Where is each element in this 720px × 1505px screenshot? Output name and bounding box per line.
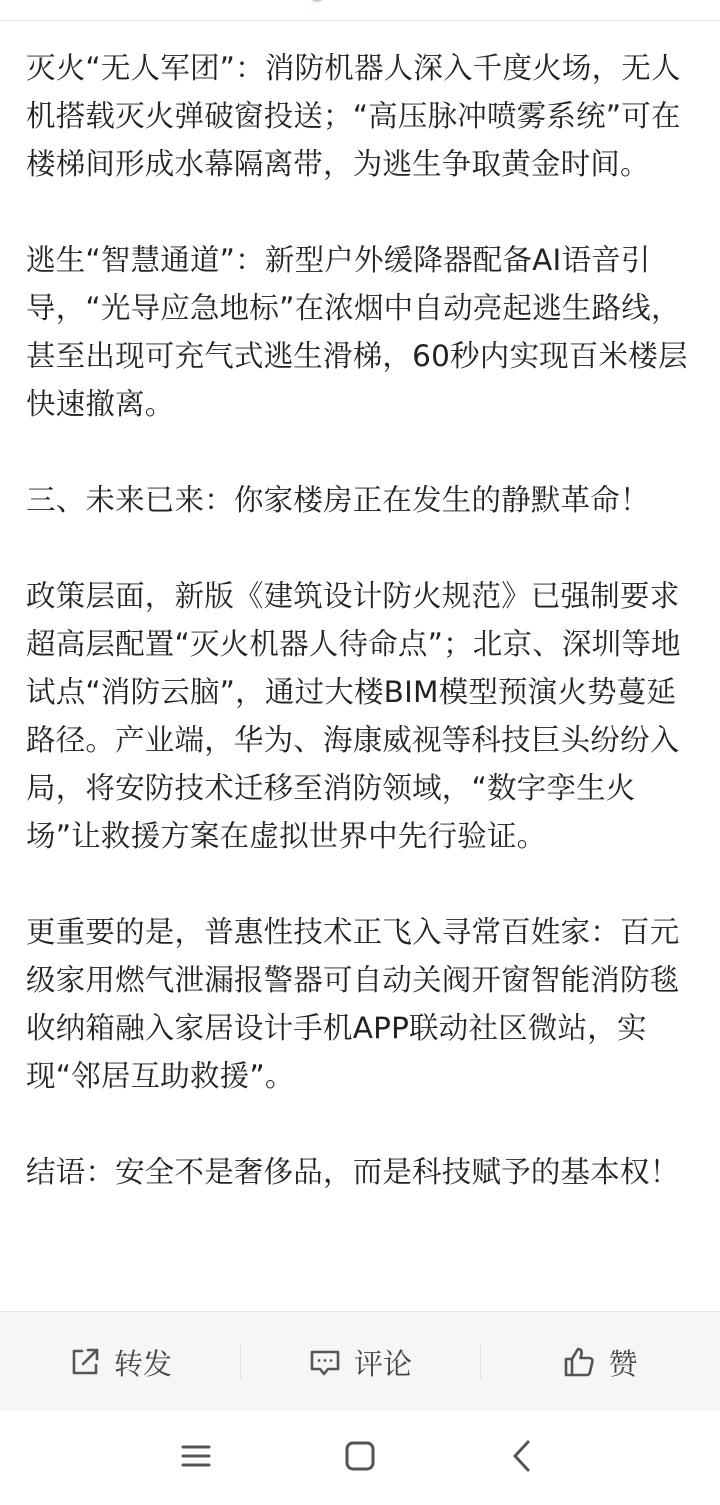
section-heading-future: 三、未来已来：你家楼房正在发生的静默革命！ bbox=[26, 483, 650, 517]
like-button[interactable] bbox=[480, 1312, 720, 1412]
share-icon bbox=[68, 1345, 102, 1379]
article-body bbox=[26, 44, 702, 1244]
comment-button[interactable] bbox=[240, 1312, 480, 1412]
like-label: 赞 bbox=[608, 1346, 638, 1381]
home-icon bbox=[344, 1440, 376, 1476]
system-navigation-bar bbox=[0, 1411, 720, 1505]
comment-icon bbox=[308, 1345, 342, 1379]
paragraph-escape-channel: 逃生“智慧通道”：新型户外缓降器配备AI语音引导，“光导应急地标”在浓烟中自动亮起逃生路线，甚至出现可充气式逃生滑梯，60秒内实现百米楼层快速撤离。 bbox=[26, 243, 688, 421]
back-icon bbox=[508, 1439, 536, 1477]
share-label: 转发 bbox=[113, 1346, 172, 1381]
paragraph-household-tech: 更重要的是，普惠性技术正飞入寻常百姓家：百元级家用燃气泄漏报警器可自动关阀开窗智能消防毯收纳箱融入家居设计手机APP联动社区微站，实现“邻居互助救援”。 bbox=[26, 915, 680, 1093]
menu-icon bbox=[180, 1442, 212, 1474]
paragraph-conclusion: 结语：安全不是奢侈品，而是科技赋予的基本权！ bbox=[26, 1155, 680, 1189]
thumbs-up-icon bbox=[562, 1345, 596, 1379]
top-indicator bbox=[311, 0, 323, 2]
comment-label: 评论 bbox=[353, 1346, 412, 1381]
action-bar bbox=[0, 1311, 720, 1412]
back-button[interactable] bbox=[499, 1435, 545, 1481]
menu-button[interactable] bbox=[173, 1435, 219, 1481]
paragraph-policy: 政策层面，新版《建筑设计防火规范》已强制要求超高层配置“灭火机器人待命点”；北京、深圳等地试点“消防云脑”，通过大楼BIM模型预演火势蔓延路径。产业端，华为、海康威视等科技巨头纷纷入局，将安防技术迁移至消防领域，“数字孪生火场”让救援方案在虚拟世界中先行验证。 bbox=[26, 579, 681, 853]
top-strip bbox=[0, 0, 720, 21]
share-button[interactable] bbox=[0, 1312, 240, 1412]
paragraph-fire-fighting: 灭火“无人军团”：消防机器人深入千度火场，无人机搭载灭火弹破窗投送；“高压脉冲喷雾系统”可在楼梯间形成水幕隔离带，为逃生争取黄金时间。 bbox=[26, 51, 681, 181]
home-button[interactable] bbox=[337, 1435, 383, 1481]
